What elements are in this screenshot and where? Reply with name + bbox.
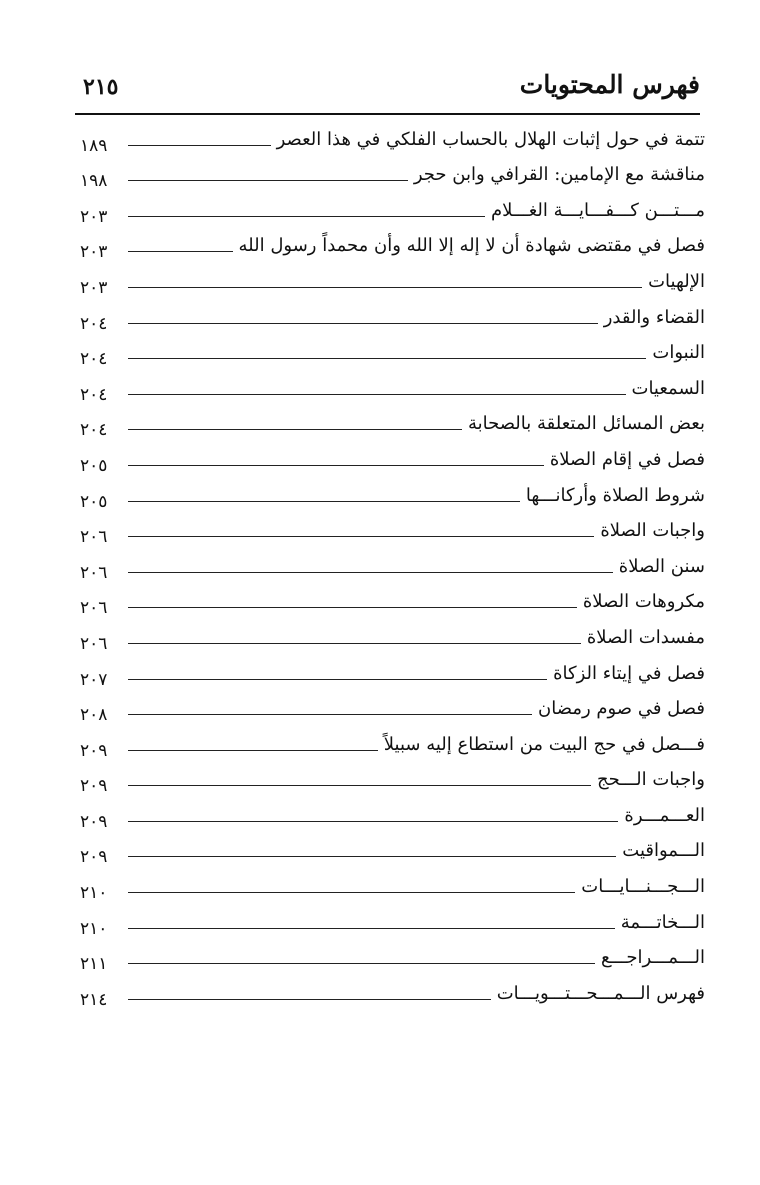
toc-entry [80,976,705,1012]
toc-entry-page: ٢٠٨ [80,705,108,726]
toc-entry [80,941,705,977]
toc-entry-page: ٢٠٧ [80,669,108,690]
toc-entry-page: ٢٠٤ [80,420,108,441]
toc-entry-page: ٢٠٤ [80,384,108,405]
toc-entry-title: الـــجـــنـــايـــات [575,876,705,897]
toc-entry-page: ٢٠٥ [80,455,108,476]
toc-entry-title: مكروهات الصلاة [577,591,705,612]
toc-entry [80,549,705,585]
toc-entry-page: ٢٠٩ [80,811,108,832]
toc-entry-title: العـــمـــرة [618,805,705,826]
toc-entry-page: ٢٠٦ [80,562,108,583]
toc-entry [80,407,705,443]
toc-entry-title: فصل في إقام الصلاة [544,449,705,470]
toc-entry [80,158,705,194]
toc-entry-page: ٢١١ [80,954,108,975]
toc-entry-title: القضاء والقدر [598,307,705,328]
toc-entry-page: ٢٠٩ [80,740,108,761]
toc-entry [80,336,705,372]
page-header [75,70,700,110]
toc-entry-page: ٢٠٤ [80,313,108,334]
toc-entry [80,727,705,763]
toc-entry [80,585,705,621]
toc-entry-title: فصل في مقتضى شهادة أن لا إله إلا الله وأن محمداً رسول الله [233,235,705,256]
toc-entry [80,264,705,300]
toc-entry-page: ٢٠٦ [80,598,108,619]
table-of-contents [80,122,705,1012]
toc-entry [80,371,705,407]
toc-entry-title: شروط الصلاة وأركانـــها [520,485,705,506]
toc-entry [80,193,705,229]
toc-entry-title: واجبات الصلاة [594,520,705,541]
toc-entry-page: ٢٠٦ [80,527,108,548]
toc-entry-page: ٢٠٥ [80,491,108,512]
toc-entry [80,656,705,692]
page-number: ٢١٥ [83,74,119,100]
toc-entry-title: مفسدات الصلاة [581,627,705,648]
leader-line [128,287,705,288]
toc-entry-page: ٢١٠ [80,918,108,939]
toc-entry [80,763,705,799]
toc-entry-title: فـــصل في حج البيت من استطاع إليه سبيلاً [378,734,705,755]
toc-entry-title: مـــتـــن كـــفـــايـــة الغـــلام [485,200,705,221]
toc-entry-page: ١٩٨ [80,171,108,192]
toc-entry [80,300,705,336]
toc-entry-page: ٢٠٣ [80,206,108,227]
toc-entry-page: ٢١٤ [80,989,108,1010]
leader-line [128,358,705,359]
toc-entry-page: ٢٠٦ [80,633,108,654]
toc-entry-page: ٢١٠ [80,883,108,904]
toc-entry-page: ١٨٩ [80,135,108,156]
toc-entry [80,798,705,834]
toc-entry [80,869,705,905]
toc-entry-title: فهرس الـــمـــحـــتـــويـــات [491,983,705,1004]
toc-entry [80,478,705,514]
toc-entry-page: ٢٠٩ [80,776,108,797]
leader-line [128,394,705,395]
toc-entry-title: بعض المسائل المتعلقة بالصحابة [462,413,705,434]
toc-entry-title: الـــخاتـــمة [615,912,705,933]
toc-entry [80,905,705,941]
toc-entry-title: فصل في إيتاء الزكاة [547,663,705,684]
toc-entry-page: ٢٠٤ [80,349,108,370]
toc-entry [80,442,705,478]
toc-entry-title: النبوات [646,342,705,363]
toc-entry-title: الإلهيات [642,271,705,292]
toc-entry-page: ٢٠٣ [80,277,108,298]
toc-entry-title: واجبات الـــحج [591,769,705,790]
toc-entry [80,122,705,158]
toc-entry [80,514,705,550]
toc-entry-title: السمعيات [626,378,706,399]
page-title: فهرس المحتويات [519,70,700,99]
toc-entry-title: الـــمـــراجـــع [595,947,705,968]
toc-entry-title: تتمة في حول إثبات الهلال بالحساب الفلكي في هذا العصر [271,129,705,150]
toc-entry [80,692,705,728]
toc-entry-title: الـــمواقيت [616,840,705,861]
toc-entry [80,834,705,870]
toc-entry [80,620,705,656]
toc-entry-title: فصل في صوم رمضان [532,698,705,719]
toc-entry-title: مناقشة مع الإمامين: القرافي وابن حجر [408,164,705,185]
toc-entry-page: ٢٠٣ [80,242,108,263]
toc-entry-title: سنن الصلاة [613,556,705,577]
header-divider [75,113,700,115]
toc-entry [80,229,705,265]
toc-entry-page: ٢٠٩ [80,847,108,868]
